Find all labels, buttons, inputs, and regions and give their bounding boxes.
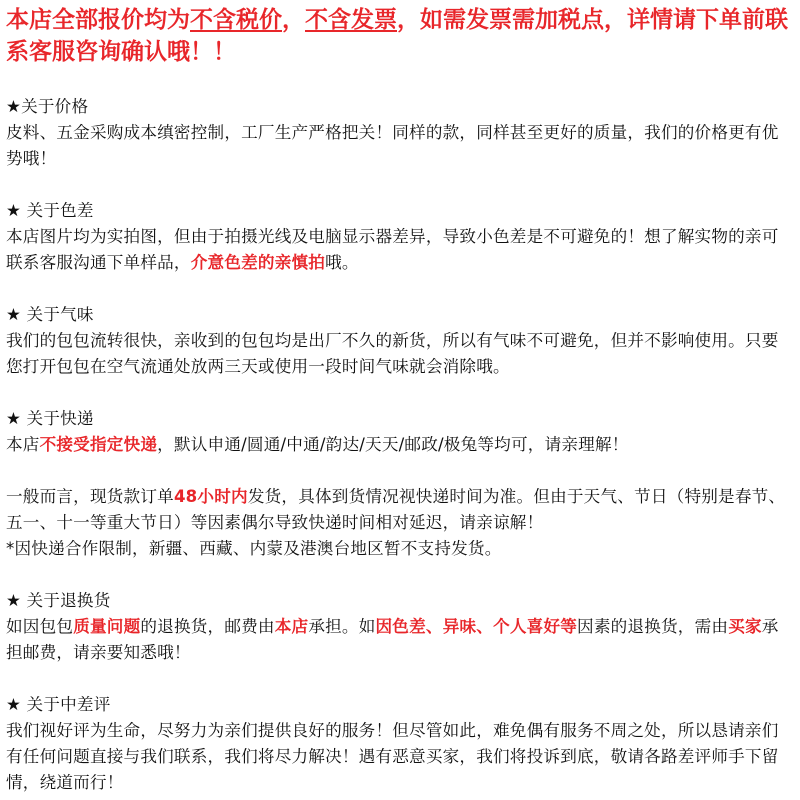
returns-text xyxy=(6,614,794,666)
returns-t2: 的退换货，邮费由 xyxy=(140,617,275,636)
returns-h3: 因色差、异味、个人喜好等 xyxy=(375,617,578,636)
section-review xyxy=(6,692,794,796)
section-title-price: ★关于价格 xyxy=(6,97,89,116)
spacer xyxy=(6,562,794,588)
returns-h4: 买家 xyxy=(728,617,762,636)
spacer xyxy=(6,380,794,406)
section-returns xyxy=(6,588,794,666)
page-headline xyxy=(6,0,794,68)
express-p1-pre: 本店 xyxy=(6,435,40,454)
headline-no-invoice: 不含发票 xyxy=(305,7,397,33)
express-paragraph-2 xyxy=(6,484,794,536)
color-text-2: 哦。 xyxy=(325,253,359,272)
section-title-smell: ★ 关于气味 xyxy=(6,305,94,324)
returns-t3: 承担。如 xyxy=(308,617,376,636)
color-text xyxy=(6,224,794,276)
review-text: 我们视好评为生命，尽努力为亲们提供良好的服务！但尽管如此，难免偶有服务不周之处，所以恳请亲们有任何问题直接与我们联系，我们将尽力解决！遇有恶意买家，我们将投诉到底，敬请各路差评师手下留情，绕道而行！ xyxy=(6,721,779,792)
color-highlight: 介意色差的亲慎拍 xyxy=(190,253,326,272)
color-text-1: 本店图片均为实拍图，但由于拍摄光线及电脑显示器差异，导致小色差是不可避免的！想了解实物的亲可联系客服沟通下单样品， xyxy=(6,227,779,272)
section-title-color: ★ 关于色差 xyxy=(6,201,94,220)
section-smell xyxy=(6,302,794,380)
section-title-returns: ★ 关于退换货 xyxy=(6,591,111,610)
returns-t1: 如因包包 xyxy=(6,617,74,636)
section-express xyxy=(6,406,794,562)
spacer xyxy=(6,172,794,198)
section-color xyxy=(6,198,794,276)
spacer xyxy=(6,68,794,94)
headline-separator: ， xyxy=(282,7,305,33)
returns-h1: 质量问题 xyxy=(73,617,141,636)
express-p2-post: 发货，具体到货情况视快递时间为准。但由于天气、节日（特别是春节、五一、十一等重大节日）等因素偶尔导致快递时间相对延迟，请亲谅解！ xyxy=(6,487,786,532)
spacer xyxy=(6,666,794,692)
express-paragraph-3: *因快递合作限制，新疆、西藏、内蒙及港澳台地区暂不支持发货。 xyxy=(6,539,502,558)
headline-no-tax: 不含税价 xyxy=(190,7,282,33)
headline-part2: ，如需发票需加税点，详情请下单前联系客服咨询确认哦！！ xyxy=(6,7,788,65)
spacer xyxy=(6,276,794,302)
section-price xyxy=(6,94,794,172)
returns-t5: 承担邮费，请亲要知悉哦！ xyxy=(6,617,779,662)
express-p2-pre: 一般而言，现货款订单 xyxy=(6,487,174,506)
headline-part1: 本店全部报价均为 xyxy=(6,7,190,33)
section-title-express: ★ 关于快递 xyxy=(6,409,94,428)
express-paragraph-1 xyxy=(6,432,794,458)
express-p2-highlight: 48小时内 xyxy=(173,487,248,506)
price-text: 皮料、五金采购成本缜密控制，工厂生产严格把关！同样的款，同样甚至更好的质量，我们的价格更有优势哦！ xyxy=(6,123,779,168)
returns-t4: 因素的退换货，需由 xyxy=(577,617,729,636)
spacer xyxy=(6,458,794,484)
express-p1-post: ，默认申通/圆通/中通/韵达/天天/邮政/极兔等均可，请亲理解！ xyxy=(157,435,629,454)
returns-h2: 本店 xyxy=(274,617,309,636)
section-title-review: ★ 关于中差评 xyxy=(6,695,111,714)
express-p1-highlight: 不接受指定快递 xyxy=(39,435,158,454)
smell-text: 我们的包包流转很快，亲收到的包包均是出厂不久的新货，所以有气味不可避免，但并不影响使用。只要您打开包包在空气流通处放两三天或使用一段时间气味就会消除哦。 xyxy=(6,331,779,376)
